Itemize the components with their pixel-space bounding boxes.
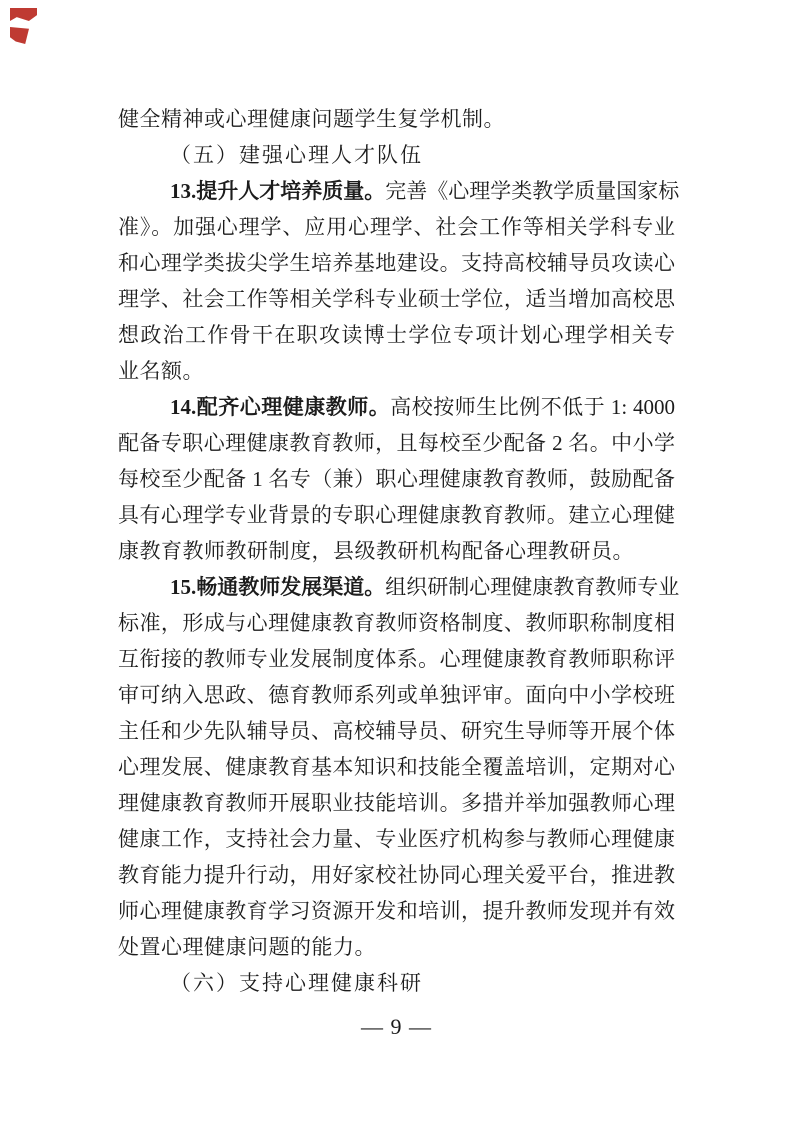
body-line-text: 主任和少先队辅导员、高校辅导员、研究生导师等开展个体 bbox=[118, 719, 675, 743]
section-heading-text: （六）支持心理健康科研 bbox=[170, 971, 423, 995]
body-line-text: 想政治工作骨干在职攻读博士学位专项计划心理学相关专 bbox=[118, 323, 675, 347]
body-line-continuation bbox=[118, 101, 675, 137]
body-line-text: 每校至少配备 1 名专（兼）职心理健康教育教师，鼓励配备 bbox=[118, 467, 675, 491]
section-heading-6 bbox=[118, 965, 675, 1001]
body-line-text: 教育能力提升行动，用好家校社协同心理关爱平台，推进教 bbox=[118, 863, 675, 887]
paragraph-15-lead: 15.畅通教师发展渠道。 bbox=[170, 575, 386, 599]
paragraph-14-line-3 bbox=[118, 461, 675, 497]
paragraph-15-line-3 bbox=[118, 641, 675, 677]
paragraph-15-line-8 bbox=[118, 821, 675, 857]
paragraph-15-line-11 bbox=[118, 929, 675, 965]
body-text-block bbox=[118, 101, 680, 1001]
paragraph-13-line-3 bbox=[118, 245, 675, 281]
body-line-text: 和心理学类拔尖学生培养基地建设。支持高校辅导员攻读心 bbox=[118, 251, 675, 275]
body-line-text: 心理发展、健康教育基本知识和技能全覆盖培训，定期对心 bbox=[118, 755, 675, 779]
paragraph-13-line-1 bbox=[118, 173, 680, 209]
page-number: — 9 — bbox=[361, 1014, 432, 1039]
body-line-text: 高校按师生比例不低于 1: 4000 bbox=[390, 395, 676, 419]
body-line-text: 理健康教育教师开展职业技能培训。多措并举加强教师心理 bbox=[118, 791, 675, 815]
body-line-text: 处置心理健康问题的能力。 bbox=[118, 935, 376, 959]
paragraph-15-line-7 bbox=[118, 785, 675, 821]
red-stamp-fragment-top bbox=[10, 8, 37, 21]
paragraph-15-line-1 bbox=[118, 569, 680, 605]
body-line-text: 完善《心理学类教学质量国家标 bbox=[385, 179, 680, 203]
paragraph-15-line-10 bbox=[118, 893, 675, 929]
body-line-text: 康教育教师教研制度，县级教研机构配备心理教研员。 bbox=[118, 539, 634, 563]
body-line-text: 审可纳入思政、德育教师系列或单独评审。面向中小学校班 bbox=[118, 683, 675, 707]
paragraph-15-line-4 bbox=[118, 677, 675, 713]
paragraph-13-line-2 bbox=[118, 209, 675, 245]
paragraph-15-line-9 bbox=[118, 857, 675, 893]
paragraph-13-lead: 13.提升人才培养质量。 bbox=[170, 179, 386, 203]
paragraph-14-line-4 bbox=[118, 497, 675, 533]
body-line-text: 配备专职心理健康教育教师，且每校至少配备 2 名。中小学 bbox=[118, 431, 675, 455]
paragraph-14-line-2 bbox=[118, 425, 675, 461]
body-line-text: 师心理健康教育学习资源开发和培训，提升教师发现并有效 bbox=[118, 899, 675, 923]
paragraph-14-lead: 14.配齐心理健康教师。 bbox=[170, 395, 391, 419]
paragraph-13-line-5 bbox=[118, 317, 675, 353]
body-line-text: 业名额。 bbox=[118, 359, 204, 383]
section-heading-text: （五）建强心理人才队伍 bbox=[170, 143, 423, 167]
body-line-text: 健全精神或心理健康问题学生复学机制。 bbox=[118, 107, 505, 131]
paragraph-15-line-6 bbox=[118, 749, 675, 785]
body-line-text: 具有心理学专业背景的专职心理健康教育教师。建立心理健 bbox=[118, 503, 675, 527]
body-line-text: 理学、社会工作等相关学科专业硕士学位，适当增加高校思 bbox=[118, 287, 675, 311]
red-stamp-fragment-bottom bbox=[10, 27, 29, 44]
body-line-text: 准》。加强心理学、应用心理学、社会工作等相关学科专业 bbox=[118, 215, 675, 239]
paragraph-15-line-2 bbox=[118, 605, 675, 641]
body-line-text: 组织研制心理健康教育教师专业 bbox=[385, 575, 680, 599]
paragraph-13-line-4 bbox=[118, 281, 675, 317]
paragraph-15-line-5 bbox=[118, 713, 675, 749]
paragraph-14-line-5 bbox=[118, 533, 675, 569]
paragraph-13-line-6 bbox=[118, 353, 675, 389]
body-line-text: 健康工作，支持社会力量、专业医疗机构参与教师心理健康 bbox=[118, 827, 675, 851]
section-heading-5 bbox=[118, 137, 675, 173]
body-line-text: 互衔接的教师专业发展制度体系。心理健康教育教师职称评 bbox=[118, 647, 675, 671]
body-line-text: 标准，形成与心理健康教育教师资格制度、教师职称制度相 bbox=[118, 611, 675, 635]
paragraph-14-line-1 bbox=[118, 389, 675, 425]
